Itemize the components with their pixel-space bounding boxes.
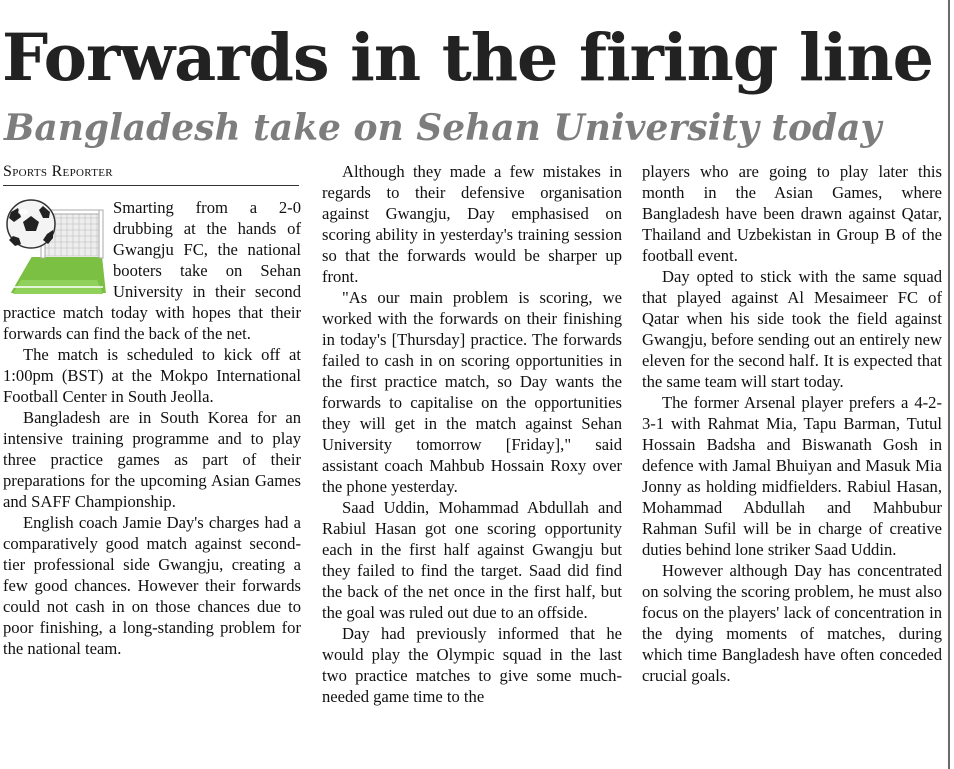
football-goal-icon [3,198,107,298]
byline: Sports Reporter [3,161,299,186]
paragraph: Day had previously informed that he would play the Olympic squad in the last two practice matches to give some much-needed game time to the [322,624,622,706]
paragraph: Although they made a few mistakes in regards to their defensive organisation against Gwangju, Day emphasised on scoring ability in yesterday's training session so that the forwards would be sharper up front. [322,162,622,286]
headline: Forwards in the firing line [2,20,933,96]
paragraph: Bangladesh are in South Korea for an intensive training programme and to play three practice games as part of their preparations for the upcoming Asian Games and SAFF Championship. [3,408,301,511]
paragraph: Smarting from a 2-0 drubbing at the hands of Gwangju FC, the national booters take on Sehan University in their second practice match today with hopes that their forwards can find the back of the net. [3,198,301,343]
column-rule [948,0,950,769]
paragraph: Saad Uddin, Mohammad Abdullah and Rabiul Hasan got one scoring opportunity each in the first half against Gwangju but they failed to find the target. Saad did find the back of the net once in the first half, but the goal was ruled out due to an offside. [322,498,622,622]
paragraph: English coach Jamie Day's charges had a comparatively good match against second-tier professional side Gwangju, creating a few good chances. However their forwards could not cash in on those chances due to poor finishing, a long-standing problem for the national team. [3,513,301,658]
paragraph: players who are going to play later this month in the Asian Games, where Bangladesh have been drawn against Qatar, Thailand and Uzbekistan in Group B of the football event. [642,162,942,265]
article-column-3 [642,161,942,686]
subheadline: Bangladesh take on Sehan University today [4,107,882,149]
paragraph: Day opted to stick with the same squad that played against Al Mesaimeer FC of Qatar when his side took the field against Gwangju, before sending out an entirely new eleven for the second half. It is expected that the same team will start today. [642,267,942,391]
paragraph: "As our main problem is scoring, we worked with the forwards on their finishing in today's [Thursday] practice. The forwards failed to cash in on scoring opportunities in the first practice match, so Day wants the forwards to capitalise on the opportunities they will get in the match against Sehan University tomorrow [Friday]," said assistant coach Mahbub Hossain Roxy over the phone yesterday. [322,288,622,496]
paragraph: The former Arsenal player prefers a 4-2-3-1 with Rahmat Mia, Tapu Barman, Tutul Hossain Badsha and Biswanath Gosh in defence with Jamal Bhuiyan and Masuk Mia Jonny as holding midfielders. Rabiul Hasan, Mohammad Abdullah and Mahbubur Rahman Sufil will be in charge of creative duties behind lone striker Saad Uddin. [642,393,942,559]
article-column-1 [3,197,301,659]
paragraph: The match is scheduled to kick off at 1:00pm (BST) at the Mokpo International Football Center in South Jeolla. [3,345,301,406]
article-column-2 [322,161,622,707]
paragraph: However although Day has concentrated on solving the scoring problem, he must also focus on the players' lack of concentration in the dying moments of matches, during which time Bangladesh have often conceded crucial goals. [642,561,942,685]
